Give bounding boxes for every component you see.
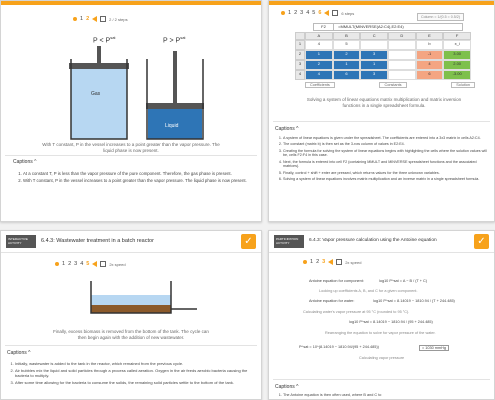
cell[interactable]: 2	[305, 60, 333, 70]
cell[interactable]: 1	[333, 60, 361, 70]
column-header: E	[416, 32, 444, 40]
piston-rod-right	[173, 51, 177, 103]
cell[interactable]: 2	[333, 50, 361, 60]
range-labels	[305, 82, 475, 88]
accent-bar	[1, 1, 261, 5]
completion-check-icon: ✓	[474, 234, 489, 249]
step-4[interactable]: 4	[80, 261, 84, 267]
piston-left	[69, 63, 129, 69]
cell[interactable]: 5	[333, 40, 361, 50]
gas-label: Gas	[91, 91, 101, 97]
cell[interactable]: 3	[360, 50, 388, 60]
divider	[273, 121, 490, 122]
caption-item: 3. Creating the formula for solving the system of linear equations begins with highlighting the cells where the solution values will be, cells F2:F4 in this case.	[283, 149, 488, 159]
step-5[interactable]: 5	[312, 10, 316, 16]
formula-text: =MMULT(MINVERSE(A2:C4),E2:E4)	[338, 24, 404, 29]
piston-rod-left	[97, 46, 101, 63]
caption-item: 5. Finally, control + shift + enter are pressed, which returns values for the three unknown variables.	[283, 171, 488, 176]
speed-label: 6 steps	[341, 10, 355, 16]
note-coefficients: Looking up coefficients A, B, and C for a given component.	[319, 289, 418, 293]
coefficients-label: Coefficients	[305, 82, 335, 88]
card-header	[269, 231, 494, 253]
cell[interactable]: 1	[360, 60, 388, 70]
activity-card-spreadsheet	[268, 0, 495, 222]
step-3[interactable]: 3	[322, 259, 326, 265]
step-1[interactable]: 1	[310, 259, 314, 265]
caption-item: 4. Next, the formula is entered into cell F2 (containing MMULT and MINVERSE spreadsheet functions and the associated matrices).	[283, 160, 488, 170]
back-arrow-icon[interactable]	[92, 16, 97, 22]
sludge-layer	[91, 305, 171, 313]
solution-label: Solution	[451, 82, 475, 88]
step-controls	[55, 261, 126, 267]
eq2-label: Antoine equation for water:	[309, 299, 355, 303]
divider	[5, 345, 257, 346]
activity-card-wastewater	[0, 230, 262, 400]
caption-item: 1. At a constant T, P is less than the vapor pressure of the pure component. Therefore, the gas phase is present.	[23, 171, 253, 177]
captions-list	[15, 361, 253, 386]
back-arrow-icon[interactable]	[328, 259, 333, 265]
spreadsheet-grid	[295, 32, 471, 80]
label-liquid-condition: $P > P^{sat}$	[163, 35, 186, 45]
activity-title: 6.4.3: Vapor pressure calculation using the Antoine equation	[309, 238, 437, 243]
solved-equation: P^sat = 10^(8.14019 − 1810.94/(95 + 244.485))	[299, 345, 379, 349]
captions-toggle[interactable]: Captions ^	[7, 350, 31, 356]
piston-right	[146, 103, 204, 109]
cell[interactable]: 2.00	[443, 60, 471, 70]
formula-callout: Column = 1/(0.5 = 0.5/2)	[417, 13, 464, 21]
cell[interactable]	[388, 60, 416, 70]
caption-item: 3. After some time allowing for the bacteria to consume the solids, the remaining solid particles settle to the bottom of the tank.	[15, 380, 253, 385]
step-controls	[281, 10, 354, 16]
cell[interactable]: 4	[305, 40, 333, 50]
note-rearrange: Rearranging the equation to solve for vapor pressure of the water.	[325, 331, 436, 335]
cell[interactable]	[388, 50, 416, 60]
speed-checkbox[interactable]	[100, 261, 106, 267]
caption-item: 2. The constant (matrix b) is then set as the 3-row column of values in E2:E4.	[283, 142, 488, 147]
cell[interactable]	[388, 70, 416, 80]
row-header: 1	[295, 40, 305, 50]
step-2[interactable]: 2	[86, 16, 90, 22]
captions-toggle[interactable]: Captions ^	[13, 159, 37, 165]
step-4[interactable]: 4	[306, 10, 310, 16]
row-header: 4	[295, 70, 305, 80]
step-controls	[303, 259, 361, 265]
column-header: B	[333, 32, 361, 40]
liquid-label: Liquid	[165, 123, 179, 129]
cell[interactable]: 1	[305, 50, 333, 60]
speed-checkbox[interactable]	[336, 259, 342, 265]
column-header: C	[360, 32, 388, 40]
activity-title: 6.4.3: Wastewater treatment in a batch reactor	[41, 238, 154, 244]
column-header: D	[388, 32, 416, 40]
speed-label: 2 / 2 steps	[109, 16, 128, 22]
step-1[interactable]: 1	[80, 16, 84, 22]
row-header: 2	[295, 50, 305, 60]
column-header: F	[443, 32, 471, 40]
formula-bar	[313, 23, 463, 31]
accent-bar	[269, 1, 494, 5]
caption-item: 6. Solving a system of linear equations involves matrix multiplication and an inverse matrix in a single spreadsheet formula.	[283, 177, 488, 182]
start-dot[interactable]	[73, 17, 77, 21]
corner-cell	[295, 32, 305, 40]
result-box: = 1030 mmHg	[419, 345, 449, 351]
activity-tag: INTERACTIVE ACTIVITY	[6, 235, 36, 248]
step-3[interactable]: 3	[74, 261, 78, 267]
cell[interactable]: x_i	[443, 40, 471, 50]
cell[interactable]: -1	[416, 50, 444, 60]
current-caption: Solving a system of linear equations matrix multiplication and matrix inversion functions in a single spreadsheet formula.	[306, 97, 462, 108]
activity-card-antoine	[268, 230, 495, 400]
step-2[interactable]: 2	[294, 10, 298, 16]
step-1[interactable]: 1	[288, 10, 292, 16]
cell[interactable]: 3	[360, 70, 388, 80]
speed-label: 2x speed	[345, 259, 362, 265]
cell[interactable]: 4	[305, 70, 333, 80]
note-calculating: Calculating vapor pressure	[359, 356, 405, 360]
cell[interactable]: 4	[416, 60, 444, 70]
step-3[interactable]: 3	[300, 10, 304, 16]
clear-water-layer	[91, 295, 171, 305]
current-caption: With T constant, P in the vessel increases to a point greater than the vapor pressure. The liquid phase is now present.	[42, 142, 220, 153]
cell[interactable]: 6	[416, 70, 444, 80]
step-2[interactable]: 2	[316, 259, 320, 265]
cell[interactable]: 6	[333, 70, 361, 80]
caption-item: 1. A system of linear equations is given under the spreadsheet. The coefficients are entered into a 3x3 matrix in cells A2:C4.	[283, 136, 488, 141]
speed-checkbox[interactable]	[100, 16, 106, 22]
speed-checkbox[interactable]	[332, 10, 338, 16]
caption-item: 2. Air bubbles mix the liquid and solid particles through a process called aeration. Oxygen in the air feeds aerobic bacteria causing the bacteria to multiply.	[15, 368, 253, 378]
captions-toggle[interactable]: Captions ^	[275, 384, 299, 390]
constants-label: Constants	[379, 82, 406, 88]
label-gas-condition: $P < P^{sat}$	[93, 35, 116, 45]
back-arrow-icon[interactable]	[92, 261, 97, 267]
caption-item: 1. Initially, wastewater is added to the tank in the reactor, which remained from the previous cycle.	[15, 361, 253, 366]
row-header: 3	[295, 60, 305, 70]
antoine-equation: log10 P^sat = A − B / (T + C)	[379, 279, 428, 283]
cell-reference: F2	[314, 24, 334, 30]
step-controls	[73, 16, 128, 22]
eq1-label: Antoine equation for component:	[309, 279, 364, 283]
divider	[273, 379, 490, 380]
speed-label: 2x speed	[109, 261, 126, 267]
caption-item: 1. The Antoine equation is then often used, where B and C to	[283, 393, 488, 399]
cell[interactable]: 3.00	[443, 50, 471, 60]
start-dot[interactable]	[281, 11, 285, 15]
note-temperature: Calculating water's vapor pressure at 95 °C (rounded to 95 °C).	[303, 310, 410, 314]
step-5[interactable]: 5	[86, 261, 90, 267]
activity-card-vapor-phase	[0, 0, 262, 222]
cell[interactable]	[388, 40, 416, 50]
step-2[interactable]: 2	[68, 261, 72, 267]
completion-check-icon: ✓	[241, 234, 256, 249]
piston-diagram	[1, 41, 262, 141]
column-header: A	[305, 32, 333, 40]
captions-list	[283, 136, 488, 183]
back-arrow-icon[interactable]	[324, 10, 329, 16]
start-dot[interactable]	[55, 262, 59, 266]
cell[interactable]: -3.00	[443, 70, 471, 80]
captions-list	[23, 171, 253, 186]
captions-list	[283, 393, 488, 400]
start-dot[interactable]	[303, 260, 307, 264]
substituted-equation: log10 P^sat = 8.14019 − 1810.94 / (95 + 244.485)	[349, 320, 433, 324]
step-6[interactable]: 6	[318, 10, 322, 16]
caption-item: 2. With T constant, P in the vessel increases to a point greater than the vapor pressure. The liquid phase is now present.	[23, 178, 253, 184]
gas-fill	[71, 69, 127, 139]
divider	[5, 155, 257, 156]
current-caption: Finally, excess biomass is removed from the bottom of the tank. The cycle can then begin again with the addition of new wastewater.	[53, 329, 209, 340]
captions-toggle[interactable]: Captions ^	[275, 126, 299, 132]
activity-tag: PARTICIPATION ACTIVITY	[274, 235, 304, 248]
cell[interactable]	[360, 40, 388, 50]
cell[interactable]: b	[416, 40, 444, 50]
step-1[interactable]: 1	[62, 261, 66, 267]
card-header	[1, 231, 261, 253]
water-equation: log10 P^sat = 8.14019 − 1810.94 / (T + 244.485)	[373, 299, 455, 303]
